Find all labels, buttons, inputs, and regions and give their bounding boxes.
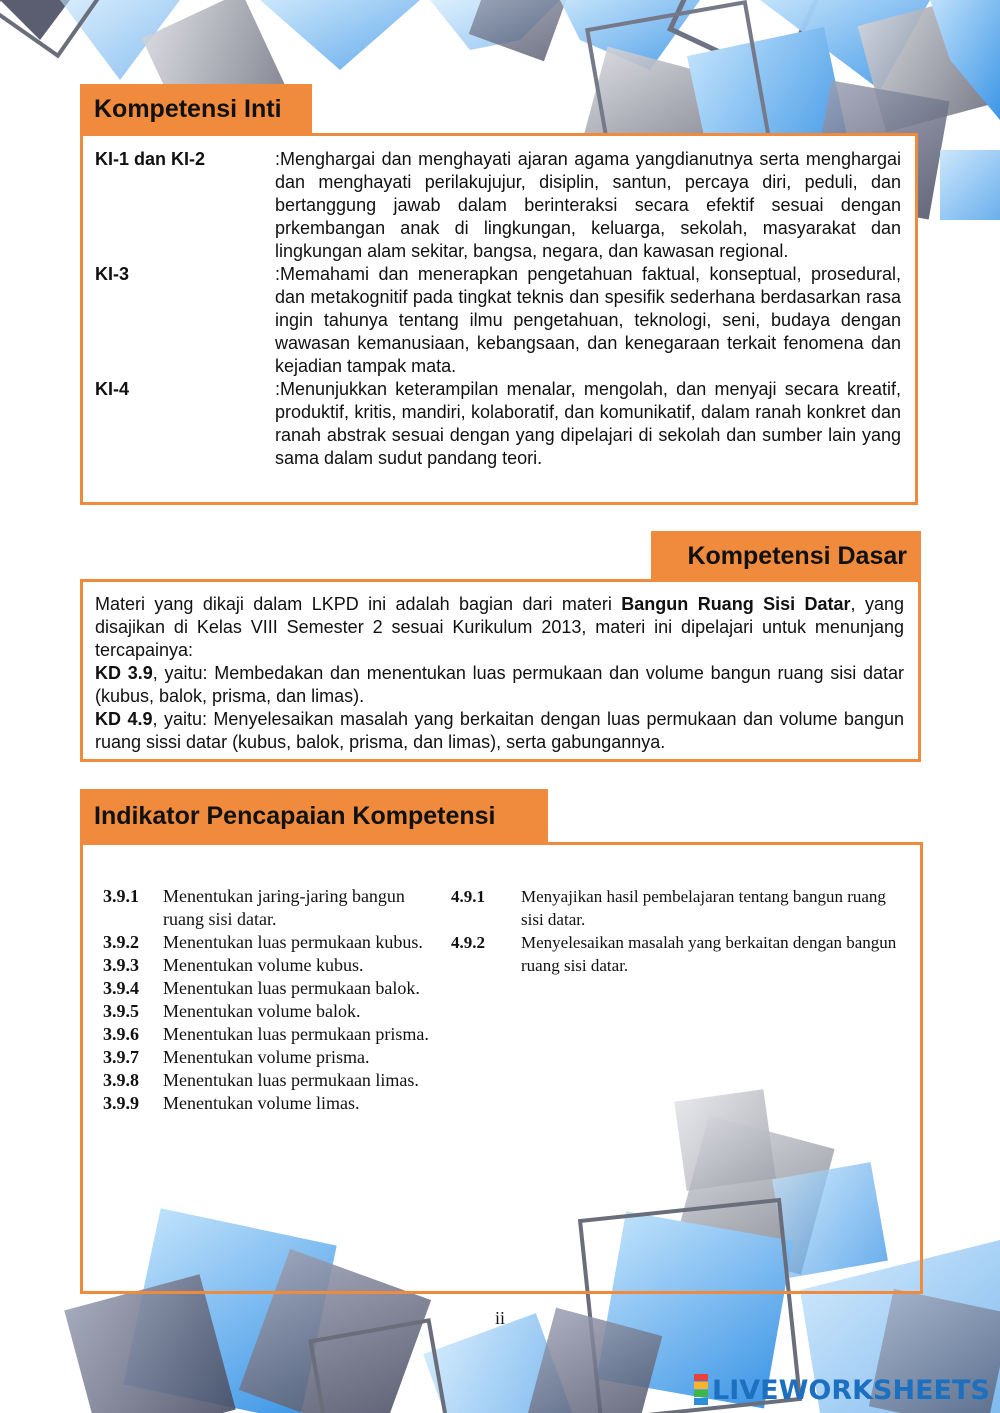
indikator-number: 4.9.2 <box>451 933 485 952</box>
indikator-number: 3.9.9 <box>103 1093 139 1113</box>
indikator-text: Menyelesaikan masalah yang berkaitan dengan bangun ruang sisi datar. <box>521 933 897 975</box>
indikator-text: Menyajikan hasil pembelajaran tentang bangun ruang sisi datar. <box>521 887 886 929</box>
indikator-number: 3.9.5 <box>103 1001 139 1021</box>
ki-row <box>95 263 901 378</box>
indikator-item <box>451 931 901 977</box>
indikator-text: Menentukan volume kubus. <box>163 955 364 975</box>
indikator-number: 3.9.1 <box>103 886 139 906</box>
kd-code: KD 3.9 <box>95 663 153 683</box>
kd-text: , yaitu: Membedakan dan menentukan luas permukaan dan volume bangun ruang sisi datar (kubus, balok, prisma, dan limas). <box>95 663 904 706</box>
kompetensi-dasar-box <box>80 579 921 762</box>
indikator-list-right <box>451 885 901 977</box>
ki-code: KI-1 dan KI-2 <box>95 149 206 169</box>
indikator-text: Menentukan volume balok. <box>163 1001 361 1021</box>
kd-topic: Bangun Ruang Sisi Datar <box>621 594 851 614</box>
ki-description: :Menunjukkan keterampilan menalar, mengolah, dan menyaji secara kreatif, produktif, kritis, mandiri, kolaboratif, dan komunikatif, dalam ranah konkret dan ranah abstrak sesuai dengan yang dipelajari di sekolah dan sumber lain yang sama dalam sudut pandang teori. <box>275 379 901 468</box>
kd-intro-text: , yang disajikan di Kelas VIII Semester 2 sesuai Kurikulum 2013, materi ini dipelajari untuk menunjang tercapainya: <box>95 594 904 660</box>
indikator-text: Menentukan luas permukaan limas. <box>163 1070 419 1090</box>
indikator-number: 3.9.7 <box>103 1047 139 1067</box>
indikator-title: Indikator Pencapaian Kompetensi <box>80 789 548 843</box>
indikator-item <box>103 977 433 1000</box>
kd-item <box>95 662 904 708</box>
kd-item <box>95 708 904 754</box>
indikator-number: 3.9.8 <box>103 1070 139 1090</box>
indikator-item <box>103 1023 433 1046</box>
kompetensi-dasar-title: Kompetensi Dasar <box>651 531 921 581</box>
indikator-text: Menentukan jaring-jaring bangun ruang sisi datar. <box>163 886 405 929</box>
indikator-item <box>103 954 433 977</box>
kd-intro-text: Materi yang dikaji dalam LKPD ini adalah bagian dari materi <box>95 594 622 614</box>
indikator-number: 3.9.2 <box>103 932 139 952</box>
indikator-item <box>103 1000 433 1023</box>
ki-description: :Menghargai dan menghayati ajaran agama yangdianutnya serta menghargai dan menghayati perilakujujur, disiplin, santun, percaya diri, peduli, dan bertanggung jawab dalam berinteraksi secara efektif sesuai dengan prkembangan anak di lingkungan, keluarga, sekolah, masyarakat dan lingkungan alam sekitar, bangsa, negara, dan kawasan regional. <box>275 149 901 261</box>
ki-description: :Memahami dan menerapkan pengetahuan faktual, konseptual, prosedural, dan metakognitif pada tingkat teknis dan spesifik sederhana berdasarkan rasa ingin tahunya tentang ilmu pengetahuan, teknologi, seni, budaya dengan wawasan kemanusiaan, kebangsaan, dan kenegaraan terkait fenomena dan kejadian tampak mata. <box>275 264 901 376</box>
indikator-box <box>80 842 923 1294</box>
badge-letter <box>694 1374 708 1381</box>
kd-intro <box>95 593 904 662</box>
indikator-item <box>103 1069 433 1092</box>
indikator-item <box>103 885 433 931</box>
badge-letter <box>694 1390 708 1397</box>
indikator-item <box>103 1092 433 1115</box>
kompetensi-inti-box <box>80 133 918 505</box>
indikator-item <box>451 885 901 931</box>
liveworksheets-badge-icon <box>694 1374 708 1406</box>
ki-row <box>95 378 901 470</box>
ki-row <box>95 148 901 263</box>
kd-code: KD 4.9 <box>95 709 153 729</box>
liveworksheets-wordmark: LIVEWORKSHEETS <box>712 1374 990 1406</box>
badge-letter <box>694 1382 708 1389</box>
indikator-item <box>103 1046 433 1069</box>
indikator-text: Menentukan volume prisma. <box>163 1047 370 1067</box>
kd-text: , yaitu: Menyelesaikan masalah yang berkaitan dengan luas permukaan dan volume bangun ruang sissi datar (kubus, balok, prisma, dan limas), serta gabungannya. <box>95 709 904 752</box>
indikator-number: 3.9.3 <box>103 955 139 975</box>
indikator-number: 4.9.1 <box>451 887 485 906</box>
ki-code: KI-3 <box>95 264 130 284</box>
page-number: ii <box>494 1308 505 1328</box>
ki-code: KI-4 <box>95 379 130 399</box>
indikator-text: Menentukan luas permukaan kubus. <box>163 932 423 952</box>
badge-letter <box>694 1398 708 1405</box>
indikator-text: Menentukan volume limas. <box>163 1093 360 1113</box>
indikator-text: Menentukan luas permukaan balok. <box>163 978 420 998</box>
liveworksheets-logo[interactable] <box>694 1374 990 1406</box>
kompetensi-inti-title: Kompetensi Inti <box>80 84 312 135</box>
indikator-item <box>103 931 433 954</box>
indikator-number: 3.9.4 <box>103 978 139 998</box>
indikator-text: Menentukan luas permukaan prisma. <box>163 1024 429 1044</box>
indikator-list-left <box>103 885 433 1115</box>
indikator-number: 3.9.6 <box>103 1024 139 1044</box>
